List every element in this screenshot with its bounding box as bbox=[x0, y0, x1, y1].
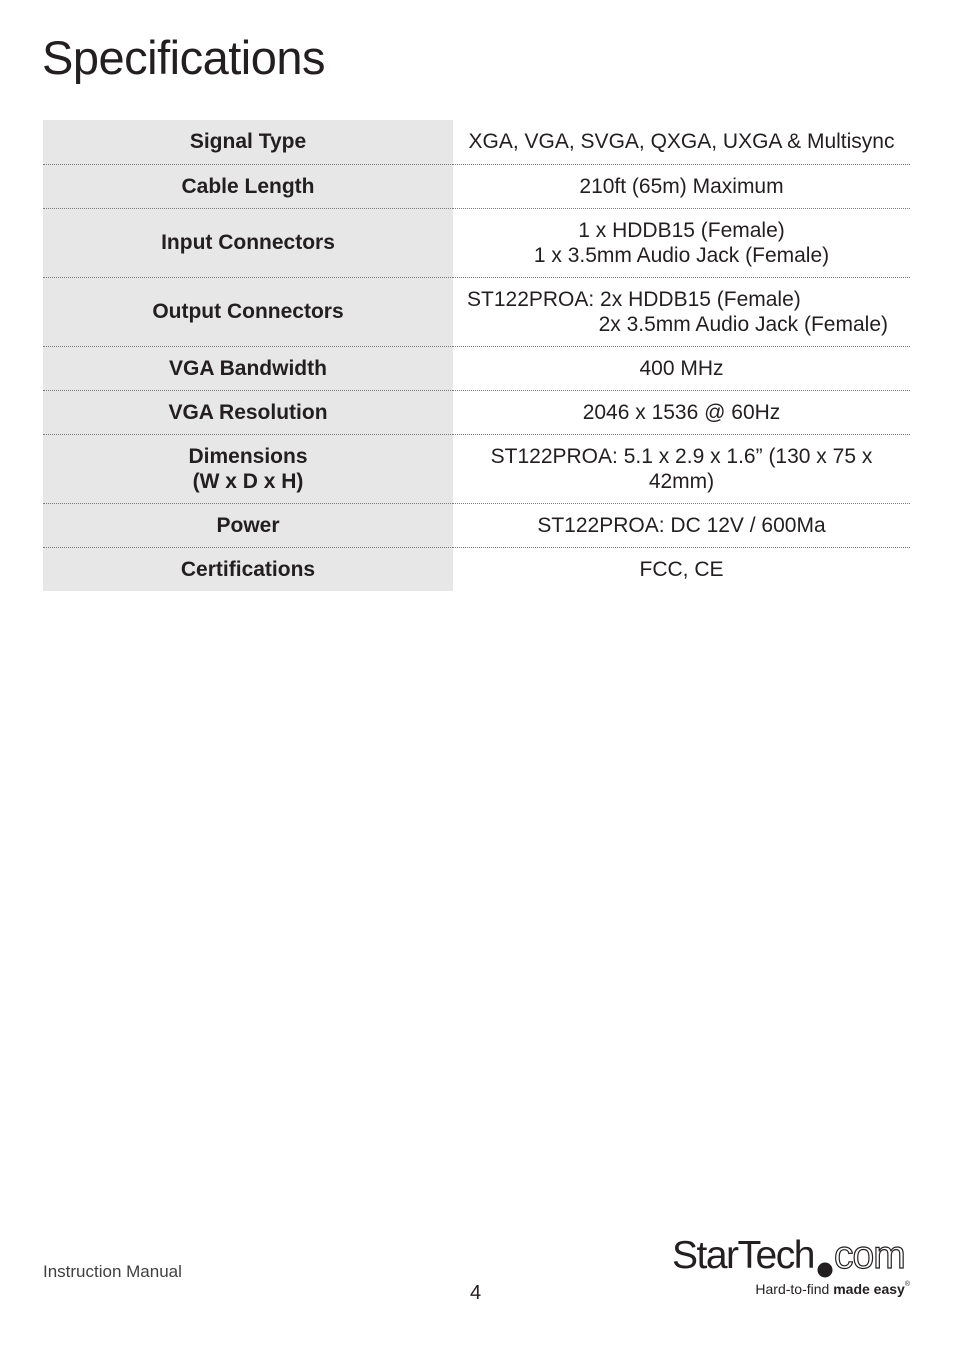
spec-label-line: Dimensions bbox=[188, 444, 308, 468]
spec-value-line: ST122PROA: DC 12V / 600Ma bbox=[537, 513, 826, 537]
spec-value bbox=[453, 434, 910, 503]
spec-value bbox=[453, 390, 910, 434]
spec-label: Output Connectors bbox=[43, 277, 453, 346]
spec-row-vga-resolution bbox=[43, 390, 910, 434]
spec-label: VGA Resolution bbox=[43, 390, 453, 434]
spec-row-input-connectors bbox=[43, 208, 910, 277]
spec-row-dimensions bbox=[43, 434, 910, 503]
spec-value-line: 400 MHz bbox=[639, 356, 724, 380]
logo-text-com: com bbox=[834, 1234, 905, 1277]
spec-row-signal-type bbox=[43, 120, 910, 164]
spec-value-line: 2x 3.5mm Audio Jack (Female) bbox=[598, 312, 888, 336]
spec-value-line: FCC, CE bbox=[639, 557, 724, 581]
spec-value-line: ST122PROA: 2x HDDB15 (Female) bbox=[467, 287, 801, 311]
spec-row-power bbox=[43, 503, 910, 547]
tagline-bold: made easy bbox=[833, 1281, 905, 1297]
logo-text-startech: StarTech bbox=[672, 1234, 814, 1277]
footer-document-title: Instruction Manual bbox=[43, 1262, 182, 1281]
spec-label bbox=[43, 434, 453, 503]
spec-row-vga-bandwidth bbox=[43, 346, 910, 390]
logo-dot-icon bbox=[818, 1263, 833, 1278]
spec-value bbox=[453, 164, 910, 208]
spec-value bbox=[453, 547, 910, 591]
startech-logo bbox=[670, 1232, 910, 1280]
spec-value bbox=[453, 277, 910, 346]
specifications-table bbox=[43, 120, 910, 591]
spec-label: Input Connectors bbox=[43, 208, 453, 277]
page-title: Specifications bbox=[42, 31, 325, 84]
spec-label: Power bbox=[43, 503, 453, 547]
spec-row-cable-length bbox=[43, 164, 910, 208]
spec-label: Signal Type bbox=[43, 120, 453, 164]
spec-value-line: 2046 x 1536 @ 60Hz bbox=[582, 400, 781, 424]
spec-value-line: 210ft (65m) Maximum bbox=[579, 174, 784, 198]
spec-value-line: 1 x HDDB15 (Female) bbox=[578, 218, 785, 242]
tagline-regular: Hard-to-find bbox=[755, 1281, 834, 1297]
brand-tagline bbox=[755, 1281, 910, 1297]
spec-value-line: 1 x 3.5mm Audio Jack (Female) bbox=[533, 243, 830, 267]
spec-value bbox=[453, 208, 910, 277]
spec-row-output-connectors bbox=[43, 277, 910, 346]
spec-value-line: XGA, VGA, SVGA, QXGA, UXGA & Multisync bbox=[468, 130, 895, 154]
spec-value bbox=[453, 346, 910, 390]
spec-value bbox=[453, 120, 910, 164]
startech-brand bbox=[670, 1232, 910, 1304]
spec-row-certifications bbox=[43, 547, 910, 591]
spec-label: Cable Length bbox=[43, 164, 453, 208]
spec-label: Certifications bbox=[43, 547, 453, 591]
spec-label-line: (W x D x H) bbox=[192, 469, 304, 493]
spec-value bbox=[453, 503, 910, 547]
tagline-registered-mark: ® bbox=[904, 1281, 910, 1288]
spec-label: VGA Bandwidth bbox=[43, 346, 453, 390]
page-number: 4 bbox=[470, 1282, 482, 1304]
spec-value-line: ST122PROA: 5.1 x 2.9 x 1.6” (130 x 75 x 42mm) bbox=[490, 444, 873, 493]
